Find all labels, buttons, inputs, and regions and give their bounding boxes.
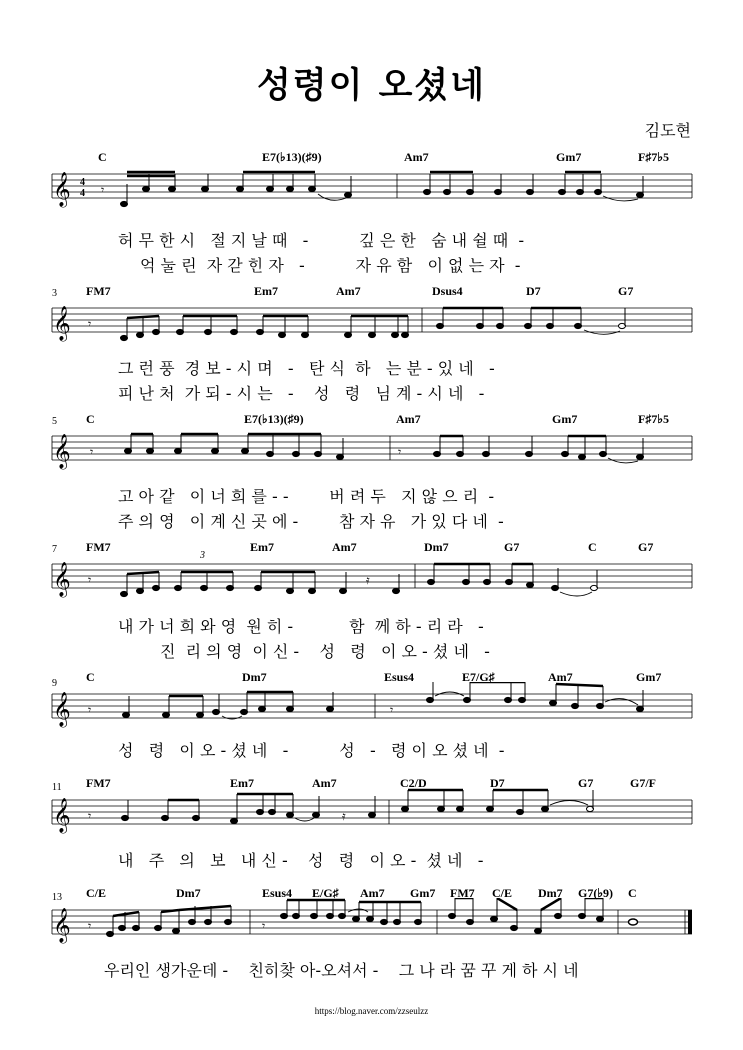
lyric-line-1: 내 가 너 희 와 영 원 히 - 함 께 하 - 리 라 - — [118, 617, 484, 636]
chord-symbol: FM7 — [86, 776, 111, 790]
chord-symbol: Em7 — [254, 284, 278, 298]
lyric-line-2: 억 눌 린 자 갇 힌 자 - 자 유 함 이 없 는 자 - — [140, 256, 521, 275]
chord-symbol: C — [86, 670, 95, 684]
chord-symbol: Em7 — [230, 776, 254, 790]
lyric-line-2: 주 의 영 이 계 신 곳 에 - 참 자 유 가 있 다 네 - — [118, 512, 504, 531]
svg-text:𝄾: 𝄾 — [88, 809, 92, 823]
music-system-4 — [0, 538, 743, 670]
svg-text:𝄾: 𝄾 — [88, 919, 92, 933]
chord-symbol: F♯7♭5 — [638, 412, 669, 426]
chord-symbol: E7(♭13)(♯9) — [244, 412, 304, 426]
measure-number: 5 — [52, 416, 57, 427]
svg-text:𝄾: 𝄾 — [88, 703, 92, 717]
svg-text:𝄿: 𝄿 — [366, 573, 370, 587]
chord-symbol: Dm7 — [176, 886, 201, 900]
music-system-5 — [0, 670, 743, 774]
chord-symbol: C — [86, 412, 95, 426]
chord-symbol: FM7 — [86, 540, 111, 554]
staff — [0, 162, 743, 232]
composer-name: 김도현 — [644, 121, 691, 140]
measure-number: 7 — [52, 544, 57, 555]
chord-symbol: Gm7 — [552, 412, 578, 426]
chord-symbol: G7 — [618, 284, 634, 298]
treble-clef-icon: 𝄞 — [53, 306, 71, 341]
chord-symbol: FM7 — [450, 886, 475, 900]
lyric-line-2: 피 난 처 가 되 - 시 는 - 성 령 님 계 - 시 네 - — [118, 384, 485, 403]
chord-symbol: G7 — [578, 776, 594, 790]
chord-symbol: E/G♯ — [312, 886, 339, 900]
svg-text:4: 4 — [80, 177, 85, 188]
chord-symbol: C/E — [86, 886, 107, 900]
chord-symbol: C2/D — [400, 776, 427, 790]
chord-symbol: D7 — [490, 776, 505, 790]
svg-text:𝄾: 𝄾 — [88, 317, 92, 331]
source-url: https://blog.naver.com/zzseulzz — [314, 1006, 429, 1016]
chord-symbol: Em7 — [250, 540, 274, 554]
svg-text:𝄾: 𝄾 — [390, 703, 394, 717]
chord-symbol: Am7 — [336, 284, 361, 298]
chord-symbol: C — [98, 150, 107, 164]
measure-number: 9 — [52, 678, 57, 689]
chord-symbol: Gm7 — [410, 886, 436, 900]
lyric-line-1: 내 주 의 보 내 신 - 성 령 이 오 - 셨 네 - — [118, 851, 484, 870]
chord-symbol: Dm7 — [242, 670, 267, 684]
chord-symbol: E7/G♯ — [462, 670, 495, 684]
chord-symbol: Dm7 — [538, 886, 563, 900]
lyric-line-2: 진 리 의 영 이 신 - 성 령 이 오 - 셨 네 - — [160, 642, 490, 661]
measure-number: 13 — [52, 892, 62, 903]
chord-symbol: C — [588, 540, 597, 554]
chord-symbol: G7(♭9) — [578, 886, 613, 900]
chord-symbol: C — [628, 886, 637, 900]
chord-symbol: G7 — [638, 540, 654, 554]
chord-symbol: Esus4 — [384, 670, 415, 684]
chord-symbol: Gm7 — [556, 150, 582, 164]
treble-clef-icon: 𝄞 — [53, 798, 71, 833]
svg-text:𝄾: 𝄾 — [90, 445, 94, 459]
chord-symbol: Am7 — [396, 412, 421, 426]
chord-symbol: Dsus4 — [432, 284, 463, 298]
svg-text:𝄾: 𝄾 — [262, 919, 266, 933]
chord-symbol: E7(♭13)(♯9) — [262, 150, 322, 164]
chord-symbol: Am7 — [332, 540, 357, 554]
music-system-1 — [0, 150, 743, 280]
chord-symbol: FM7 — [86, 284, 111, 298]
song-title: 성령이 오셨네 — [256, 66, 487, 106]
chord-symbol: Esus4 — [262, 886, 293, 900]
treble-clef-icon: 𝄞 — [53, 172, 71, 207]
svg-text:𝄾: 𝄾 — [101, 183, 105, 197]
treble-clef-icon: 𝄞 — [53, 908, 71, 943]
chord-symbol: Am7 — [548, 670, 573, 684]
lyric-line-1: 허 무 한 시 절 지 날 때 - 깊 은 한 숨 내 쉴 때 - — [118, 231, 525, 250]
treble-clef-icon: 𝄞 — [53, 562, 71, 597]
chord-symbol: C/E — [492, 886, 513, 900]
treble-clef-icon: 𝄞 — [53, 692, 71, 727]
chord-symbol: F♯7♭5 — [638, 150, 669, 164]
lyric-line-1: 우리인 생가운데 - 친히찾 아-오셔서 - 그 나 라 꿈 꾸 게 하 시 네 — [104, 961, 579, 980]
chord-symbol: Am7 — [404, 150, 429, 164]
measure-number: 11 — [52, 782, 62, 793]
lyric-line-1: 그 런 풍 경 보 - 시 며 - 탄 식 하 는 분 - 있 네 - — [118, 359, 495, 378]
music-system-7 — [0, 884, 743, 994]
music-system-6 — [0, 774, 743, 884]
tuplet-mark: 3 — [200, 550, 205, 561]
svg-text:𝄿: 𝄿 — [342, 809, 346, 823]
svg-text:𝄾: 𝄾 — [88, 573, 92, 587]
music-system-2 — [0, 284, 743, 410]
chord-symbol: Dm7 — [424, 540, 449, 554]
staff — [0, 552, 743, 622]
measure-number: 3 — [52, 288, 57, 299]
chord-symbol: G7 — [504, 540, 520, 554]
final-barline — [688, 910, 692, 934]
treble-clef-icon: 𝄞 — [53, 434, 71, 469]
chord-symbol: D7 — [526, 284, 541, 298]
chord-symbol: Am7 — [312, 776, 337, 790]
chord-symbol: Am7 — [360, 886, 385, 900]
chord-symbol: Gm7 — [636, 670, 662, 684]
svg-text:4: 4 — [80, 188, 85, 199]
music-system-3 — [0, 410, 743, 538]
lyric-line-1: 고 아 같 이 너 희 를 - - 버 려 두 지 않 으 리 - — [118, 487, 495, 506]
chord-symbol: G7/F — [630, 776, 656, 790]
lyric-line-1: 성 령 이 오 - 셨 네 - 성 - 령 이 오 셨 네 - — [118, 741, 505, 760]
svg-text:𝄾: 𝄾 — [398, 445, 402, 459]
